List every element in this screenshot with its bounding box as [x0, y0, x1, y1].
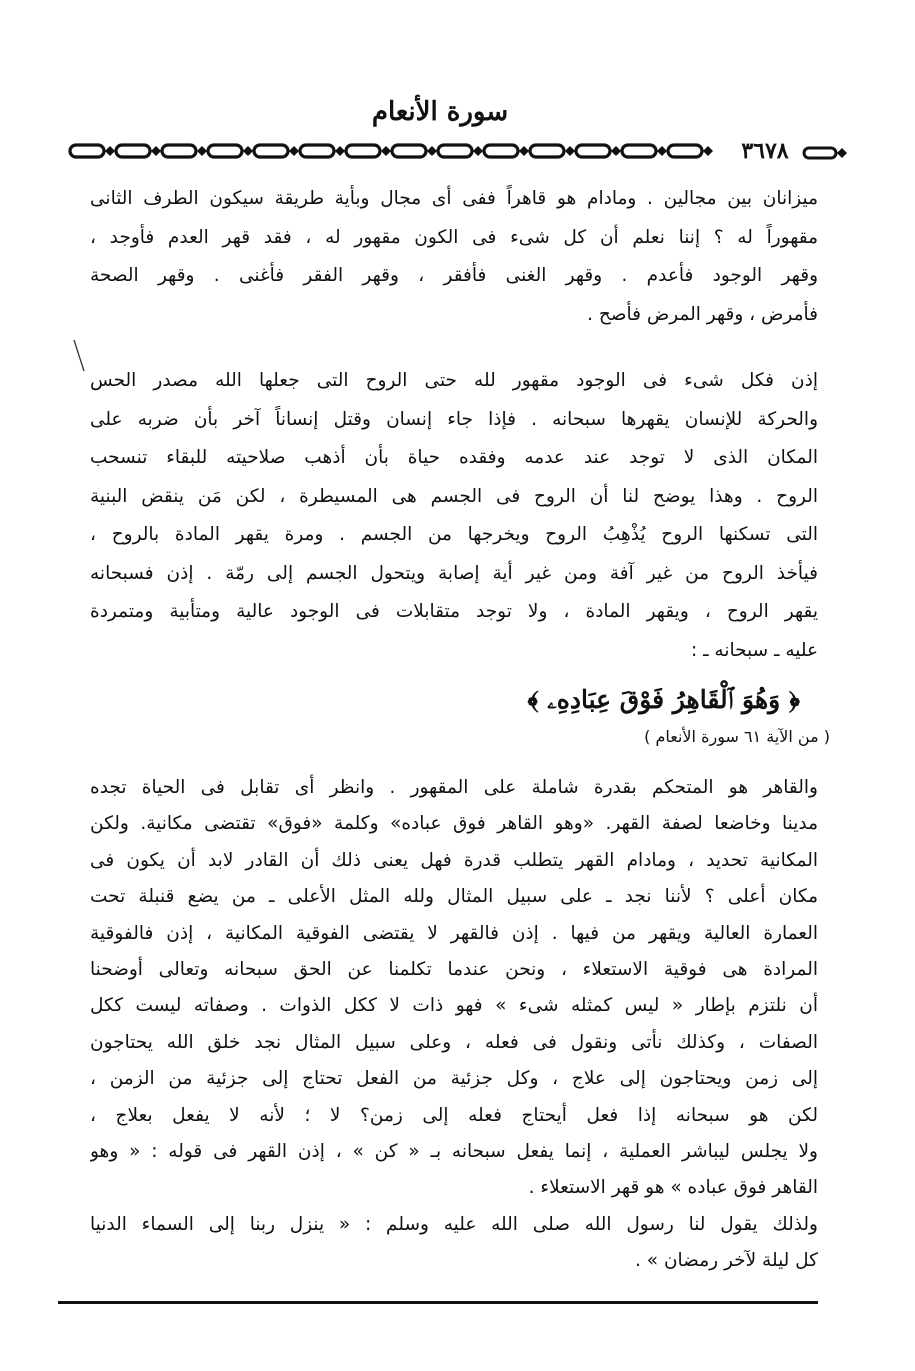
text-line: ولذلك يقول لنا رسول الله صلى الله عليه وسلم : « ينزل ربنا إلى السماء الدنيا	[90, 1213, 818, 1235]
text-line: ولا يجلس ليباشر العملية ، إنما يفعل سبحانه بـ « كن » ، إذن القهر فى قوله : « وهو	[90, 1140, 818, 1162]
header-ornament-border	[66, 140, 726, 162]
page-number-ornament	[802, 145, 848, 161]
paragraph-2	[90, 362, 818, 670]
text-line: الصفات ، وكذلك نأتى ونقول فى فعله ، وعلى سبيل المثال نجد خلق الله يحتاجون	[90, 1031, 818, 1053]
footer-rule	[58, 1301, 818, 1304]
text-line: مدينا وخاضعا لصفة القهر. «وهو القاهر فوق عباده» وكلمة «فوق» تقتضى مكانية. ولكن	[90, 813, 818, 835]
text-line: مقهوراً له ؟ إننا نعلم أن كل شىء فى الكون مقهور له ، فقد قهر العدم فأوجد ،	[90, 226, 818, 248]
text-line: كل ليلة لآخر رمضان » .	[635, 1250, 818, 1272]
text-line: أن نلتزم بإطار « ليس كمثله شىء » فهو ذات لا ككل الذوات . وصفاته ليست ككل	[90, 995, 818, 1017]
text-line: المرادة هى فوقية الاستعلاء ، ونحن عندما تكلمنا عن الحق سبحانه وتعالى أوضحنا	[90, 958, 818, 980]
verse-reference: ( من الآية ٦١ سورة الأنعام )	[644, 727, 830, 746]
text-line: المكان الذى لا توجد عند عدمه وفقده حياة بأن أذهب صلاحيته للبقاء تنسحب	[90, 447, 818, 468]
text-line: وقهر الوجود فأعدم . وقهر الغنى فأفقر ، وقهر الفقر فأغنى . وقهر الصحة	[90, 265, 818, 286]
paragraph-3	[90, 770, 818, 1279]
text-line: يقهر الروح ، ويقهر المادة ، ولا توجد متقابلات فى الوجود عالية ومتأبية ومتمردة	[90, 601, 818, 622]
page-number: ٣٦٧٨	[741, 138, 789, 164]
text-line: العمارة العالية ويقهر من فيها . إذن فالقهر لا يقتضى الفوقية المكانية ، إذن فالفوقية	[90, 922, 818, 944]
text-line: مكان أعلى ؟ لأننا نجد ـ على سبيل المثال ولله المثل الأعلى ـ من يضع قنبلة تحت	[90, 886, 818, 908]
quran-verse: ﴿ وَهُوَ ٱلْقَاهِرُ فَوْقَ عِبَادِهِۦ ﴾	[527, 685, 800, 714]
text-line: والقاهر هو المتحكم بقدرة شاملة على المقهور . وانظر أى تقابل فى الحياة تجده	[90, 777, 818, 798]
text-line: الروح . وهذا يوضح لنا أن الروح فى الجسم هى المسيطرة ، لكن مَن ينقض البنية	[90, 485, 818, 507]
text-line: التى تسكنها الروح يُذْهِبُ الروح ويخرجها من الجسم . ومرة يقهر المادة بالروح ،	[90, 524, 818, 545]
text-line: فأمرض ، وقهر المرض فأصح .	[587, 303, 818, 325]
text-line: عليه ـ سبحانه ـ :	[691, 639, 818, 661]
paragraph-1	[90, 180, 818, 334]
text-line: إلى زمن ويحتاجون إلى علاج ، وكل جزئية من الفعل تحتاج إلى جزئية من الزمن ،	[90, 1068, 818, 1090]
text-line: والحركة للإنسان يقهرها سبحانه . فإذا جاء إنسان وقتل إنساناً آخر بأن ضربه على	[90, 408, 818, 430]
text-line: إذن فكل شىء فى الوجود مقهور لله حتى الروح التى جعلها الله مصدر الحس	[90, 370, 818, 391]
text-line: المكانية تحديد ، ومادام القهر يتطلب قدرة فهل يعنى ذلك أن القادر لابد أن يكون فى	[90, 849, 818, 871]
surah-title: سورة الأنعام	[371, 97, 509, 127]
text-line: ميزانان بين مجالين . ومادام هو قاهراً ففى أى مجال وبأية طريقة سيكون الطرف الثانى	[90, 188, 818, 209]
margin-pen-mark	[72, 338, 88, 374]
text-line: لكن هو سبحانه إذا فعل أيحتاج فعله إلى زمن؟ لا ؛ لأنه لا يفعل بعلاج ،	[90, 1104, 818, 1126]
text-line: القاهر فوق عباده » هو قهر الاستعلاء .	[528, 1177, 818, 1199]
text-line: فيأخذ الروح من غير آفة ومن غير أية إصابة ويتحول الجسم إلى رمّة . إذن فسبحانه	[90, 562, 818, 584]
